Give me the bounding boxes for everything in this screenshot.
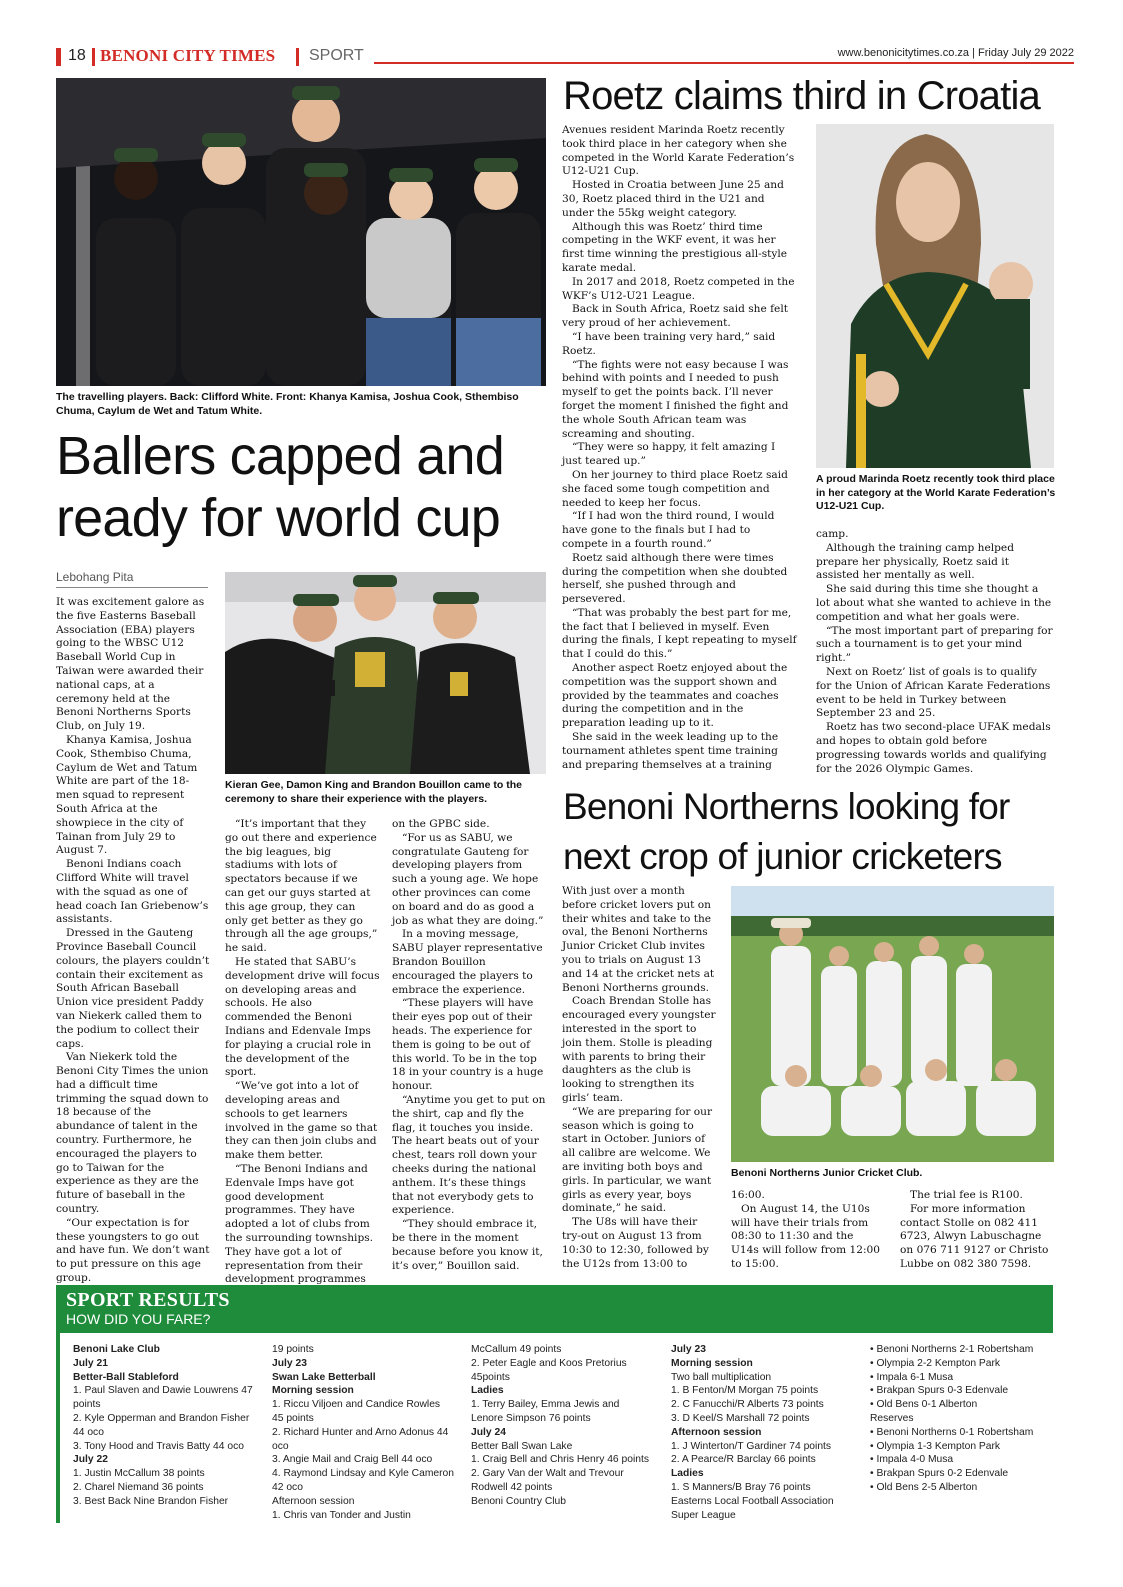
cricket-column-2: [731, 1189, 881, 1272]
result-line: 2. Peter Eagle and Koos Pretorius 45points: [471, 1357, 627, 1383]
result-line: • Brakpan Spurs 0-3 Edenvale: [870, 1385, 1009, 1397]
result-line: • Benoni Northerns 2-1 Robertsham: [870, 1344, 1034, 1355]
article-paragraph: on the GPBC side.: [392, 818, 490, 830]
karate-photo-caption: A proud Marinda Roetz recently took third place in her category at the World Karate Federation’s U12-U21 Cup.: [816, 473, 1056, 512]
article-paragraph: “If I had won the third round, I would have gone to the finals but I had to compete in a fourth round.”: [562, 510, 775, 550]
date-line: www.benonicitytimes.co.za | Friday July 29 2022: [837, 47, 1074, 59]
byline: Lebohang Pita: [56, 570, 134, 584]
results-side-bar: [56, 1333, 60, 1523]
result-line: • Old Bens 0-1 Alberton: [870, 1399, 978, 1411]
results-column: [73, 1343, 255, 1509]
result-line: 3. Tony Hood and Travis Batty 44 oco: [73, 1440, 244, 1452]
result-line: 2. Gary Van der Walt and Trevour Rodwell 42 points: [471, 1468, 624, 1493]
result-line: July 21: [73, 1357, 108, 1369]
result-line: McCallum 49 points: [471, 1344, 562, 1355]
article-paragraph: For more information contact Stolle on 082 411 6723, Alwyn Labuschagne on 076 711 9127 or Christo Lubbe on 082 380 7598.: [900, 1202, 1049, 1270]
article-paragraph: The U8s will have their try-out on August 13 from 10:30 to 12:30, followed by the U12s from 13:00 to: [562, 1216, 709, 1270]
results-column: [471, 1343, 653, 1509]
article-paragraph: Roetz has two second-place UFAK medals and hopes to obtain gold before progressing towards worlds and qualifying for the 2026 Olympic Games.: [816, 721, 1051, 775]
article-paragraph: In 2017 and 2018, Roetz competed in the WKF’s U12-U21 League.: [562, 275, 795, 302]
section-name: SPORT: [309, 47, 364, 64]
result-line: • Benoni Northerns 0-1 Robertsham: [870, 1426, 1034, 1438]
result-line: Afternoon session: [272, 1495, 355, 1507]
article-paragraph: “The most important part of preparing for such a tournament is to get your mind right.”: [816, 624, 1053, 665]
article-paragraph: “Our expectation is for these youngsters to go out and have fun. We don’t want to put pressure on this age group.: [56, 1216, 210, 1285]
article-paragraph: “These players will have their eyes pop out of their heads. The experience for them is going to be out of this world. To be in the top 18 in your country is a huge honour.: [392, 997, 544, 1093]
result-line: 4. Raymond Lindsay and Kyle Cameron 42 oco: [272, 1468, 455, 1493]
result-line: Reserves: [870, 1412, 914, 1424]
results-column: [870, 1343, 1052, 1495]
result-line: • Impala 4-0 Musa: [870, 1454, 954, 1466]
header-red-bar: [56, 48, 61, 66]
cricket-photo: [731, 886, 1054, 1162]
publication-name: BENONI CITY TIMES: [100, 46, 276, 65]
result-line: 2. C Fanucchi/R Alberts 73 points: [671, 1399, 824, 1411]
coaches-photo-illustration: [225, 572, 546, 774]
result-line: 2. A Pearce/R Barclay 66 points: [671, 1454, 816, 1466]
result-line: 1. Riccu Viljoen and Candice Rowles 45 points: [272, 1399, 441, 1424]
result-line: Benoni Lake Club: [73, 1344, 160, 1355]
sport-results-banner: [56, 1285, 1053, 1333]
article-paragraph: It was excitement galore as the five Easterns Baseball Association (EBA) players going to the WBSC U12 Baseball World Cup in Taiwan were awarded their national caps, at a ceremony held at the Benoni Northerns Sports Club, on July 19.: [56, 596, 205, 733]
results-column: [272, 1343, 454, 1522]
result-line: Ladies: [471, 1385, 504, 1397]
result-line: • Impala 6-1 Musa: [870, 1371, 954, 1383]
result-line: • Olympia 2-2 Kempton Park: [870, 1357, 1001, 1369]
article-paragraph: Benoni Indians coach Clifford White will travel with the squad as one of head coach Ian Griebenow’s assistants.: [56, 858, 209, 926]
article-paragraph: “It’s important that they go out there and experience the big leagues, big stadiums with lots of spectators because if we can get our guys started at this age group, they can only get better as they go through all the age groups,” he said.: [225, 818, 378, 955]
ballers-column-2: [225, 818, 380, 1287]
article-paragraph: “I have been training very hard,” said Roetz.: [562, 330, 776, 357]
result-line: July 23: [272, 1357, 307, 1369]
result-line: 1. Paul Slaven and Dawie Louwrens 47 points: [73, 1385, 253, 1411]
article-paragraph: Khanya Kamisa, Joshua Cook, Sthembiso Chuma, Caylum de Wet and Tatum White are part of the 18-men squad to represent South Africa at the showpiece in the city of Tainan from July 29 to August 7.: [56, 733, 198, 857]
article-paragraph: Roetz said although there were times during the competition when she doubted herself, she pushed through and persevered.: [562, 551, 788, 606]
result-line: 2. Richard Hunter and Arno Adonus 44 oco: [272, 1426, 449, 1452]
article-paragraph: “We’ve got into a lot of developing areas and schools to get learners involved in the game so that they can then join clubs and make them better.: [225, 1080, 378, 1162]
article-paragraph: “Anytime you get to put on the shirt, cap and fly the flag, it touches you inside. The heart beats out of your chest, tears roll down your cheeks during the national anthem. It’s these things that not everybody gets to experience.: [392, 1093, 546, 1217]
result-line: • Olympia 1-3 Kempton Park: [870, 1440, 1001, 1452]
article-paragraph: The trial fee is R100.: [910, 1189, 1023, 1201]
coaches-photo-caption: Kieran Gee, Damon King and Brandon Bouillon came to the ceremony to share their experience with the players.: [225, 779, 522, 805]
page-header: [56, 44, 1074, 72]
article-paragraph: With just over a month before cricket lovers put on their whites and take to the oval, the Benoni Northerns Junior Cricket Club invites you to trials on August 13 and 14 at the cricket nets at Benoni Northerns grounds.: [562, 885, 715, 994]
result-line: Morning session: [671, 1357, 753, 1369]
karate-column-2: [816, 528, 1054, 776]
article-paragraph: Avenues resident Marinda Roetz recently took third place in her category when she competed in the World Karate Federation’s U12-U21 Cup.: [562, 124, 795, 178]
karate-photo-illustration: [816, 124, 1054, 468]
cricket-photo-illustration: [731, 886, 1054, 1162]
result-line: Two ball multiplication: [671, 1371, 772, 1383]
karate-photo: [816, 124, 1054, 468]
article-paragraph: “The fights were not easy because I was behind with points and I needed to push myself to get the points back. I’ll never forget the moment I finished the fight and the whole South African team was screaming and shouting.: [562, 358, 789, 440]
article-paragraph: “We are preparing for our season which is going to start in October. Juniors of all calibre are welcome. We are inviting both boys and girls. In particular, we want girls as every year, boys dominate,” he said.: [562, 1105, 713, 1215]
article-paragraph: “They were so happy, it felt amazing I just teared up.”: [562, 441, 776, 468]
result-line: Benoni Country Club: [471, 1495, 567, 1507]
article-paragraph: Hosted in Croatia between June 25 and 30, Roetz placed third in the U21 and under the 55kg weight category.: [562, 179, 784, 219]
article-paragraph: She said during this time she thought a lot about what she wanted to achieve in the competition and what her goals were.: [816, 583, 1052, 623]
sport-results-subtitle: HOW DID YOU FARE?: [66, 1311, 211, 1327]
page-number: 18: [68, 47, 86, 64]
article-paragraph: camp.: [816, 528, 849, 540]
players-photo-illustration: [56, 78, 546, 386]
article-paragraph: “That was probably the best part for me, the fact that I believed in myself. Even during the finals, I kept repeating to myself that I could do this.”: [562, 606, 797, 661]
result-line: 1. B Fenton/M Morgan 75 points: [671, 1385, 819, 1397]
article-paragraph: Van Niekerk told the Benoni City Times the union had a difficult time trimming the squad down to 18 because of the abundance of talent in the country. Furthermore, he encouraged the players to go to Taiwan for the experience as they are the future of baseball in the country.: [56, 1051, 209, 1216]
article-paragraph: Next on Roetz’ list of goals is to qualify for the Union of African Karate Federations event to be held in Turkey between September 23 and 25.: [816, 665, 1051, 720]
result-line: 1. S Manners/B Bray 76 points: [671, 1481, 811, 1493]
result-line: Swan Lake Betterball: [272, 1371, 376, 1383]
article-paragraph: Although this was Roetz’ third time competing in the WKF event, it was her first time winning the prestigious all-style karate medal.: [562, 220, 788, 274]
results-column: [671, 1343, 853, 1522]
result-line: Ladies: [671, 1468, 704, 1480]
article-paragraph: In a moving message, SABU player representative Brandon Bouillon encouraged the players to embrace the experience.: [392, 928, 543, 996]
result-line: 2. Kyle Opperman and Brandon Fisher 44 oco: [73, 1412, 250, 1438]
cricket-photo-caption: Benoni Northerns Junior Cricket Club.: [731, 1167, 923, 1179]
cricket-headline: Benoni Northerns looking for next crop of junior cricketers: [563, 786, 1010, 877]
karate-column-1: [562, 124, 798, 772]
ballers-headline: Ballers capped and ready for world cup: [56, 426, 504, 548]
article-paragraph: Another aspect Roetz enjoyed about the competition was the support shown and provided by the teammates and coaches during the competition and in the preparation leading up to it.: [562, 662, 788, 730]
article-paragraph: Dressed in the Gauteng Province Baseball Council colours, the players couldn’t contain their excitement as South African Baseball Union vice president Paddy van Niekerk called them to the podium to collect their caps.: [56, 927, 210, 1050]
cricket-column-3: [900, 1189, 1054, 1272]
header-separator: [296, 48, 299, 66]
players-photo: [56, 78, 546, 386]
article-paragraph: Back in South Africa, Roetz said she felt very proud of her achievement.: [562, 303, 788, 330]
coaches-photo: [225, 572, 546, 774]
ballers-column-1: [56, 596, 210, 1286]
article-paragraph: On her journey to third place Roetz said she faced some tough competition and needed to keep her focus.: [562, 468, 788, 509]
header-rule: [374, 62, 1074, 64]
result-line: 1. Craig Bell and Chris Henry 46 points: [471, 1454, 649, 1466]
header-separator: [92, 48, 95, 66]
result-line: 1. J Winterton/T Gardiner 74 points: [671, 1440, 832, 1452]
result-line: July 23: [671, 1344, 706, 1355]
byline-rule: [56, 587, 208, 588]
result-line: 3. Best Back Nine Brandon Fisher: [73, 1495, 229, 1507]
article-paragraph: “They should embrace it, be there in the moment because before you know it, it’s over,” Bouillon said.: [392, 1218, 543, 1272]
result-line: July 24: [471, 1426, 506, 1438]
result-line: • Brakpan Spurs 0-2 Edenvale: [870, 1468, 1009, 1480]
article-paragraph: 16:00.: [731, 1189, 765, 1201]
karate-headline: Roetz claims third in Croatia: [563, 74, 1040, 118]
result-line: 1. Terry Bailey, Emma Jewis and Lenore Simpson 76 points: [471, 1399, 620, 1424]
cricket-column-1: [562, 885, 718, 1271]
result-line: 19 points: [272, 1344, 314, 1355]
result-line: 3. D Keel/S Marshall 72 points: [671, 1412, 810, 1424]
result-line: 3. Angie Mail and Craig Bell 44 oco: [272, 1454, 433, 1466]
result-line: Better Ball Swan Lake: [471, 1440, 573, 1452]
result-line: 1. Chris van Tonder and Justin: [272, 1509, 411, 1521]
article-paragraph: Although the training camp helped prepare her physically, Roetz said it assisted her mentally as well.: [816, 541, 1014, 582]
ballers-column-3: [392, 818, 547, 1273]
article-paragraph: Coach Brendan Stolle has encouraged every youngster interested in the sport to join them. Stolle is pleading with parents to bring their daughters as the club is looking to strengthen its girls’ team.: [562, 995, 716, 1104]
result-line: • Old Bens 2-5 Alberton: [870, 1481, 978, 1493]
result-line: Afternoon session: [671, 1426, 762, 1438]
result-line: Easterns Local Football Association: [671, 1495, 834, 1507]
result-line: Morning session: [272, 1385, 354, 1397]
result-line: Better-Ball Stableford: [73, 1371, 179, 1383]
result-line: 2. Charel Niemand 36 points: [73, 1481, 204, 1493]
article-paragraph: She said in the week leading up to the tournament athletes spent time training and preparing themselves at a training: [562, 731, 779, 771]
result-line: 1. Justin McCallum 38 points: [73, 1468, 205, 1480]
article-paragraph: He stated that SABU’s development drive will focus on developing areas and schools. He also commended the Benoni Indians and Edenvale Imps for playing a crucial role in the development of the sport.: [225, 955, 380, 1079]
players-photo-caption: The travelling players. Back: Clifford White. Front: Khanya Kamisa, Joshua Cook, Sthembiso Chuma, Caylum de Wet and Tatum White.: [56, 391, 519, 417]
article-paragraph: “For us as SABU, we congratulate Gauteng for developing players from such a young age. We hope other provinces can come on board and do as good a job as what they are doing.”: [392, 831, 544, 927]
article-paragraph: “The Benoni Indians and Edenvale Imps have got good development programmes. They have adopted a lot of clubs from the surrounding townships. They have got a lot of representation from their development programmes: [225, 1162, 374, 1286]
sport-results-title: SPORT RESULTS: [66, 1289, 230, 1311]
result-line: July 22: [73, 1454, 108, 1466]
article-paragraph: On August 14, the U10s will have their trials from 08:30 to 11:30 and the U14s will follow from 12:00 to 15:00.: [731, 1202, 881, 1270]
result-line: Super League: [671, 1509, 736, 1521]
